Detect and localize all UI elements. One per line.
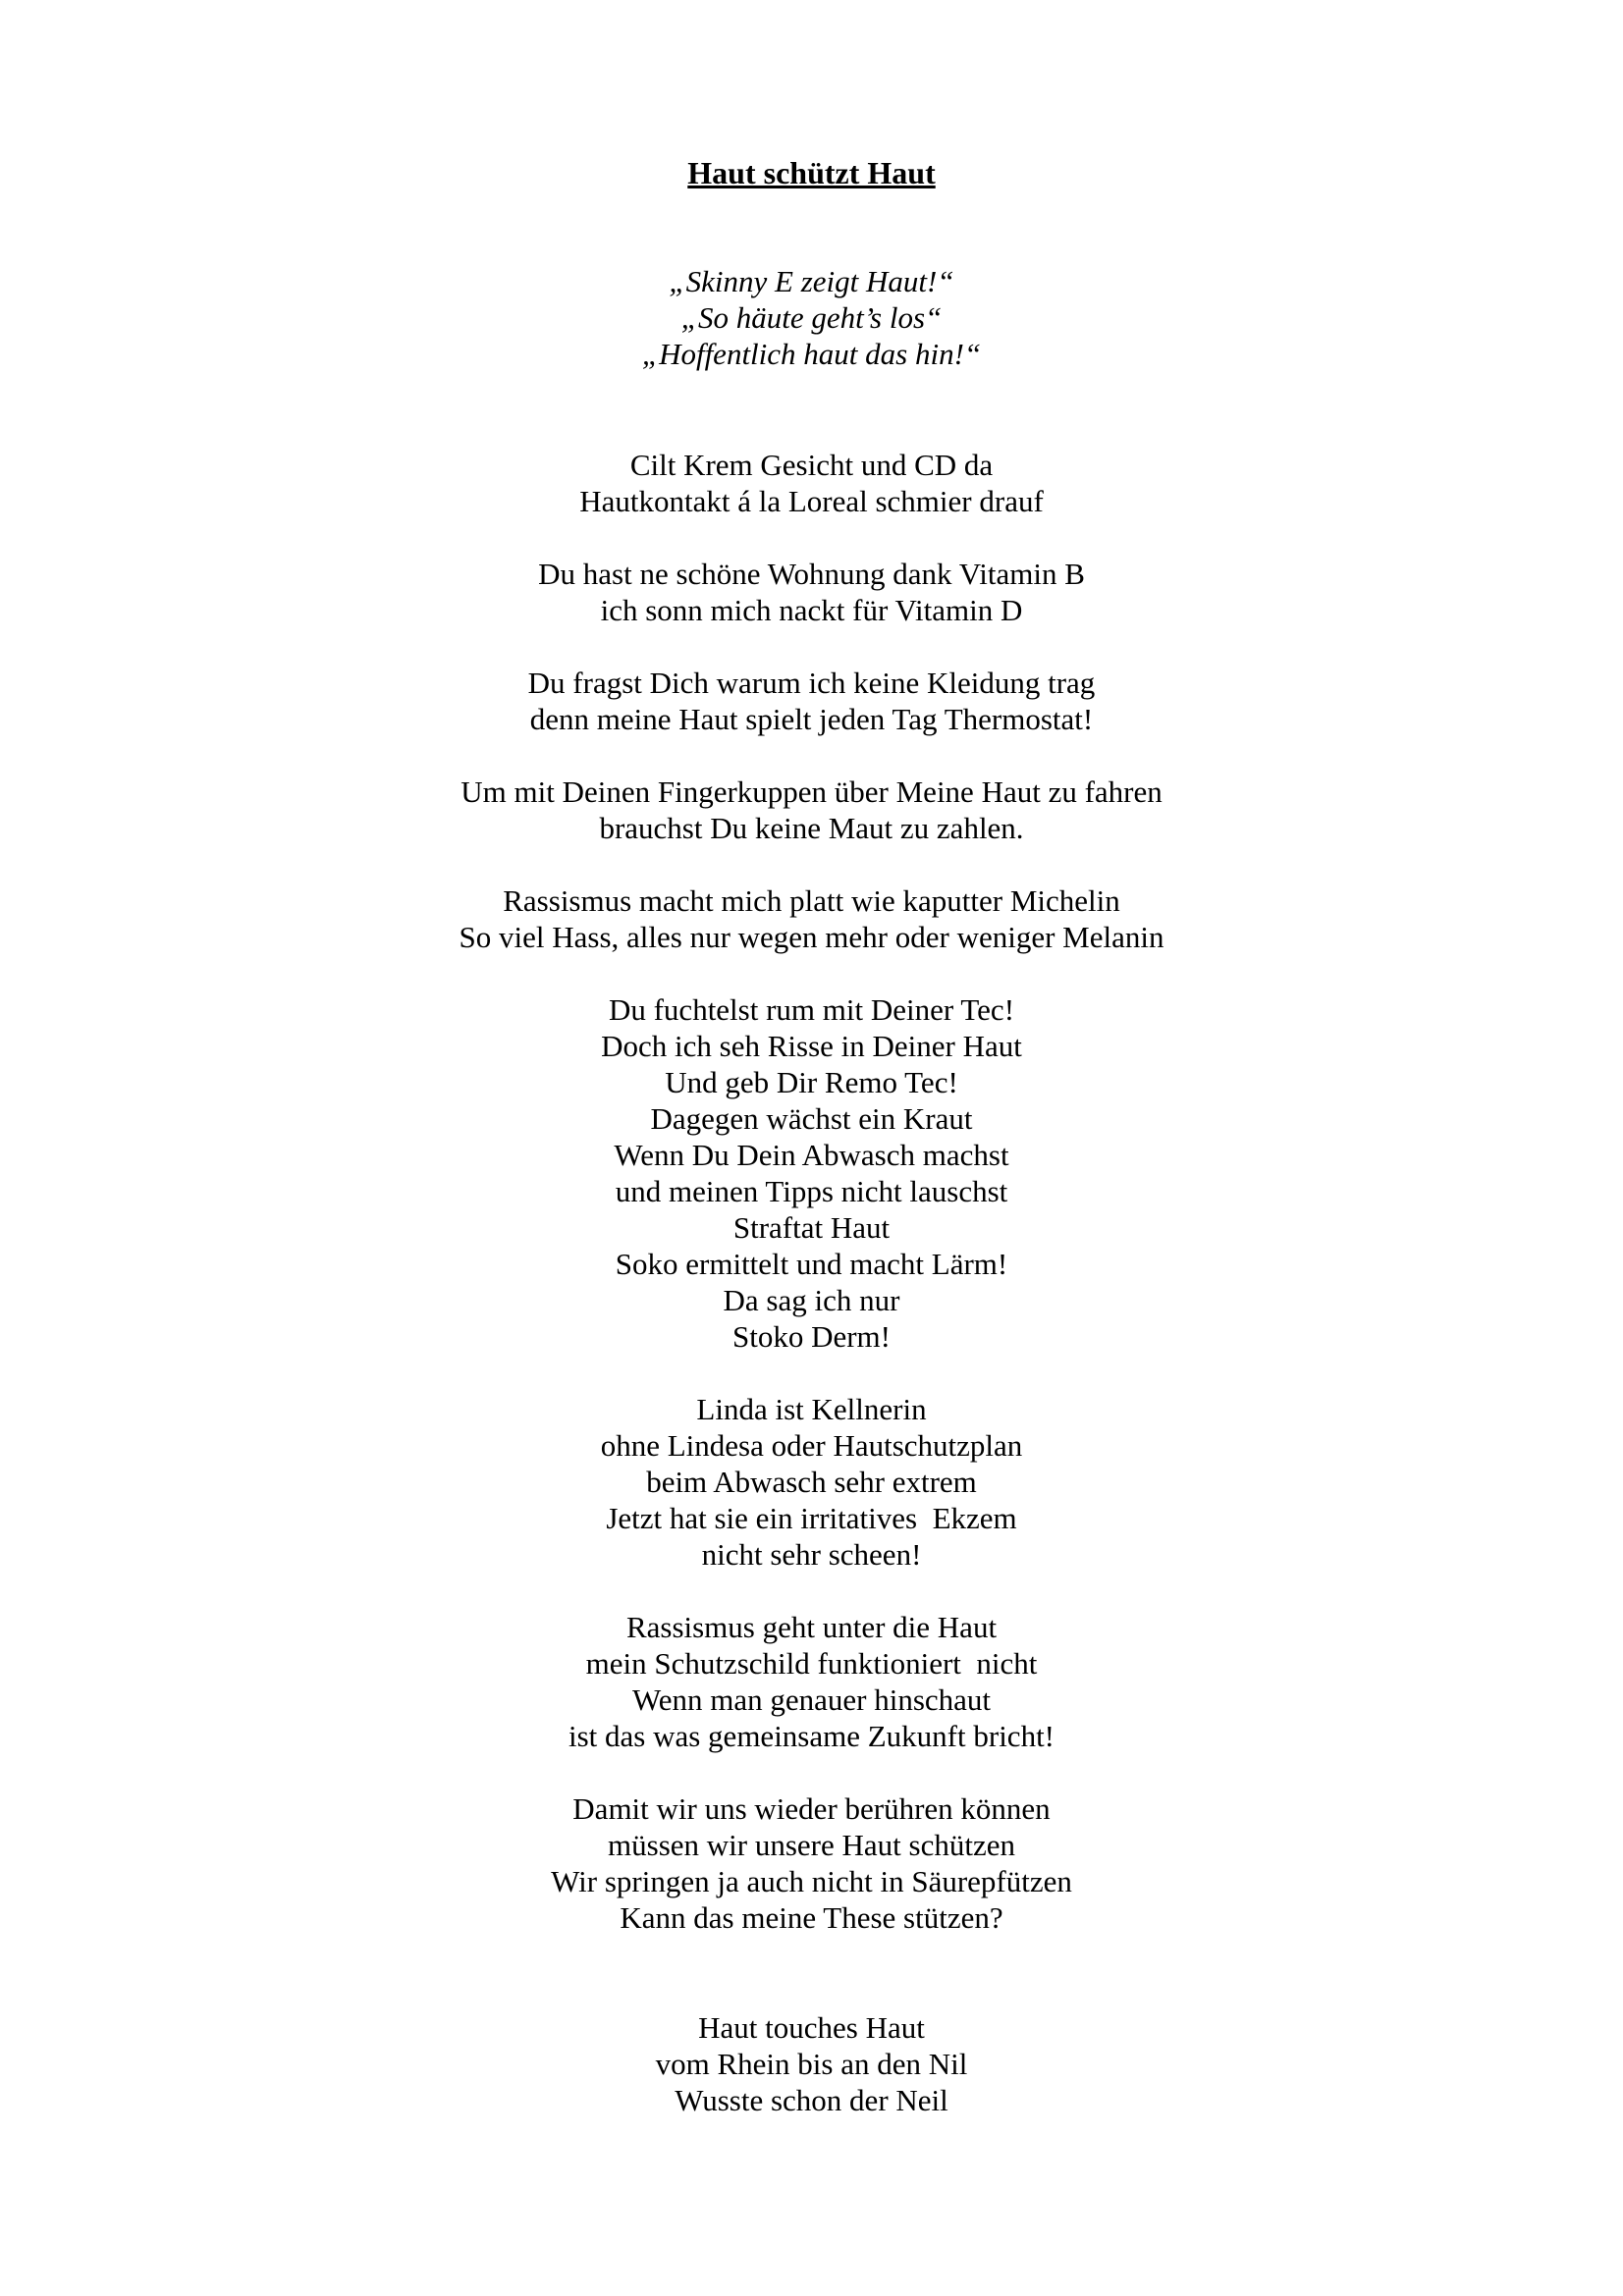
verse-line: brauchst Du keine Maut zu zahlen. <box>599 811 1024 845</box>
verse-line: Du hast ne schöne Wohnung dank Vitamin B <box>538 557 1085 591</box>
verse-line: Wenn Du Dein Abwasch machst <box>614 1138 1009 1172</box>
verse-line: Straftat Haut <box>732 1210 891 1245</box>
verse-line: müssen wir unsere Haut schützen <box>608 1828 1015 1862</box>
verse-line: Rassismus geht unter die Haut <box>625 1610 998 1644</box>
stanza-9 <box>0 1790 1623 1936</box>
verse-line: denn meine Haut spielt jeden Tag Thermostat! <box>529 702 1094 736</box>
stanza-3 <box>0 665 1623 737</box>
verse-line: Du fuchtelst rum mit Deiner Tec! <box>608 992 1015 1027</box>
verse-line: nicht sehr scheen! <box>701 1537 922 1572</box>
verse-line: ohne Lindesa oder Hautschutzplan <box>600 1428 1023 1463</box>
verse-line: Du fragst Dich warum ich keine Kleidung trag <box>527 666 1096 700</box>
verse-line: Wusste schon der Neil <box>675 2083 948 2117</box>
stanza-7 <box>0 1391 1623 1573</box>
verse-line: Kann das meine These stützen? <box>620 1900 1003 1935</box>
stanza-4 <box>0 774 1623 846</box>
verse-line: vom Rhein bis an den Nil <box>655 2047 968 2081</box>
epigraph-line: „Skinny E zeigt Haut!“ <box>669 264 954 298</box>
epigraph-line: „Hoffentlich haut das hin!“ <box>641 337 982 371</box>
stanza-8 <box>0 1609 1623 1754</box>
verse-line: Jetzt hat sie ein irritatives Ekzem <box>606 1501 1017 1535</box>
verse-line: Da sag ich nur <box>723 1283 900 1317</box>
verse-line: So viel Hass, alles nur wegen mehr oder weniger Melanin <box>459 920 1164 954</box>
poem-title: Haut schützt Haut <box>687 155 936 190</box>
epigraph-line: „So häute geht’s los“ <box>680 300 943 335</box>
stanza-5 <box>0 882 1623 955</box>
stanza-6 <box>0 991 1623 1355</box>
verse-line: Um mit Deinen Fingerkuppen über Meine Haut zu fahren <box>460 774 1163 809</box>
verse-line: Haut touches Haut <box>698 2010 925 2045</box>
verse-line: Und geb Dir Remo Tec! <box>665 1065 958 1099</box>
verse-line: Rassismus macht mich platt wie kaputter Michelin <box>503 883 1120 918</box>
verse-line: ist das was gemeinsame Zukunft bricht! <box>568 1719 1055 1753</box>
stanza-2 <box>0 556 1623 628</box>
epigraph <box>0 263 1623 372</box>
verse-line: beim Abwasch sehr extrem <box>646 1465 977 1499</box>
verse-line: Dagegen wächst ein Kraut <box>650 1101 973 1136</box>
stanza-10 <box>0 2009 1623 2118</box>
verse-line: ich sonn mich nackt für Vitamin D <box>600 593 1023 627</box>
verse-line: Wir springen ja auch nicht in Säurepfützen <box>551 1864 1072 1898</box>
stanza-1 <box>0 447 1623 519</box>
verse-line: und meinen Tipps nicht lauschst <box>615 1174 1008 1208</box>
verse-line: Cilt Krem Gesicht und CD da <box>629 448 994 482</box>
verse-line: Stoko Derm! <box>731 1319 891 1354</box>
verse-line: Soko ermittelt und macht Lärm! <box>615 1247 1008 1281</box>
verse-line: Damit wir uns wieder berühren können <box>572 1791 1051 1826</box>
verse-line: Wenn man genauer hinschaut <box>631 1682 992 1717</box>
verse-line: Hautkontakt á la Loreal schmier drauf <box>579 484 1044 518</box>
verse-line: mein Schutzschild funktioniert nicht <box>585 1646 1038 1681</box>
verse-line: Doch ich seh Risse in Deiner Haut <box>601 1029 1022 1063</box>
verse-line: Linda ist Kellnerin <box>696 1392 927 1426</box>
